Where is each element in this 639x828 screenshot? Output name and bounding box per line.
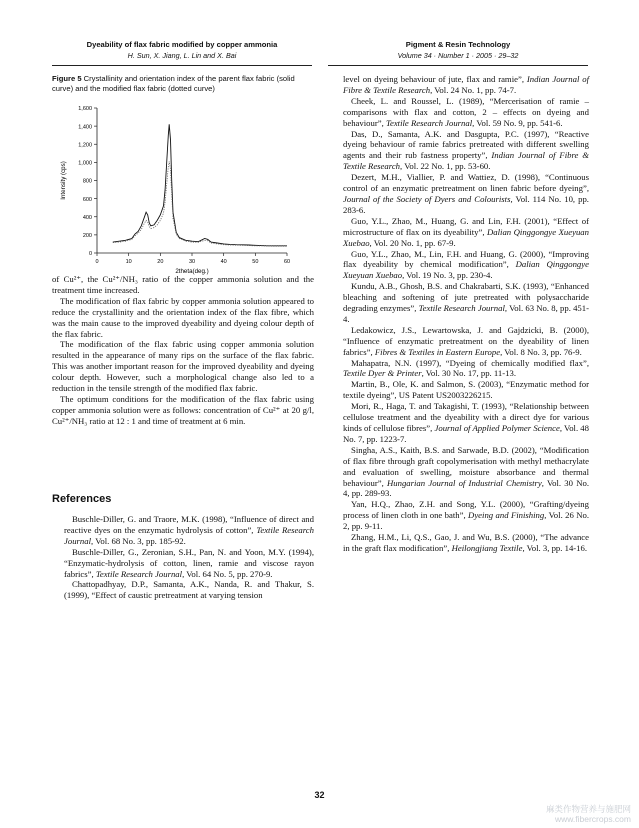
reference-journal: Textile Research Journal <box>95 568 183 579</box>
reference-entry <box>331 358 589 380</box>
figure-caption-text: Crystallinity and orientation index of the parent flax fabric (solid curve) and the modified flax fabric (dotted curve) <box>52 74 295 93</box>
reference-journal: Journal of Applied Polymer Science <box>434 423 560 433</box>
references-heading: References <box>52 493 112 505</box>
body-text <box>52 274 314 427</box>
reference-text: Singha, A.S., Kaith, B.S. and Sarwade, B.D. (2002), “Modification of flax fibre through graft copolymerisation with methyl methacrylate and evaluation of swelling, moisture absorbance and thermal behaviour”, <box>343 444 589 488</box>
reference-details: , Vol. 68 No. 3, pp. 185-92. <box>91 535 186 546</box>
y-tick-label: 800 <box>82 178 92 185</box>
reference-journal: Indian Journal of Fibre & Textile Research <box>343 150 589 172</box>
reference-journal: Journal of the Society of Dyers and Colourists <box>343 193 511 204</box>
reference-journal: Textile Dyer & Printer <box>343 368 422 379</box>
reference-journal: Heilongjiang Textile <box>451 542 523 553</box>
y-axis-label: Intensity (cps) <box>60 161 67 200</box>
reference-details: , Vol. 63 No. 8, pp. 451-4. <box>343 303 589 324</box>
reference-entry <box>331 532 589 554</box>
reference-text: Buschle-Diller, G., Zeronian, S.H., Pan, N. and Yoon, M.Y. (1994), “Enzymatic-hydrolysis of cotton, linen, ramie and viscose rayon fabrics”, <box>64 546 314 579</box>
reference-details: , Vol. 19 No. 3, pp. 230-4. <box>402 270 493 281</box>
reference-entry <box>331 74 589 96</box>
watermark-line: www.fibercrops.com <box>554 814 631 824</box>
reference-journal: Indian Journal of Fibre & Textile Research <box>343 74 589 95</box>
xrd-chart <box>52 100 312 275</box>
reference-text: Yan, H.Q., Zhao, Z.H. and Song, Y.L. (2000), “Grafting/dyeing process of linen cloth in one bath”, <box>343 499 589 521</box>
y-tick-label: 400 <box>82 214 92 221</box>
reference-journal: Dyeing and Finishing <box>468 510 545 521</box>
reference-text: Guo, Y.L., Zhao, M., Huang, G. and Lin, F.H. (2001), “Effect of microstructure of flax on its dyeability”, <box>343 215 589 237</box>
reference-text: Chattopadhyay, D.P., Samanta, A.K., Nanda, R. and Thakur, S. (1999), “Effect of caustic pretreatment at varying tension <box>64 579 314 601</box>
x-tick-label: 40 <box>220 259 227 265</box>
header-rule-right <box>328 65 588 66</box>
reference-entry <box>52 547 314 580</box>
reference-text: Dezert, M.H., Viallier, P. and Wattiez, D. (1998), “Continuous control of an enzymatic pretreatment on linen fabric before dyeing”, <box>343 172 589 194</box>
reference-details: , Vol. 24 No. 1, pp. 74-7. <box>430 84 517 95</box>
reference-details: , Vol. 114 No. 10, pp. 283-6. <box>343 193 589 215</box>
watermark-line: 麻类作物营养与施肥网 <box>545 804 631 814</box>
reference-entry <box>331 379 589 401</box>
reference-journal: Textile Research Journal <box>64 524 314 546</box>
reference-entry <box>331 249 589 282</box>
parent-fabric-curve <box>113 124 287 246</box>
reference-details: , Vol. 22 No. 1, pp. 53-60. <box>400 161 491 172</box>
reference-journal: Textile Research Journal <box>385 117 473 128</box>
reference-entry <box>331 172 589 216</box>
reference-list-left <box>52 514 314 601</box>
running-authors: H. Sun, X. Jiang, L. Lin and X. Bai <box>127 51 237 60</box>
page-number: 32 <box>314 790 325 800</box>
reference-text: Mahapatra, N.N. (1997), “Dyeing of chemically modified flax”, <box>351 357 589 368</box>
x-tick-label: 30 <box>188 259 196 265</box>
paragraph: of Cu²⁺, the Cu²⁺/NH₃ ratio of the copper ammonia solution and the treatment time increased. <box>52 274 314 295</box>
reference-details: , Vol. 26 No. 2, pp. 9-11. <box>343 510 589 532</box>
figure-caption <box>52 74 314 94</box>
watermark <box>546 804 631 824</box>
y-tick-label: 1,000 <box>78 160 92 167</box>
reference-text: Kundu, A.B., Ghosh, B.S. and Chakrabarti, S.K. (1993), “Enhanced bleaching and softening of jute pretreated with polysaccharide degrading enzymes”, <box>343 281 589 314</box>
reference-entry <box>331 129 589 173</box>
reference-details: , Vol. 20 No. 1, pp. 67-9. <box>369 237 456 248</box>
reference-text: Mori, R., Haga, T. and Takagishi, T. (1993), “Relationship between cellulose treatment and the dyeability with a direct dye for various kinds of cellulose fibres”, <box>343 401 589 433</box>
reference-text: Das, D., Samanta, A.K. and Dasgupta, P.C. (1997), “Reactive dyeing behaviour of ramie fabrics pretreated with different swelling agents and their rub fastness property”, <box>343 128 589 161</box>
paragraph: The optimum conditions for the modification of the flax fabric using copper ammonia solution were as follows: concentration of Cu²⁺ at 20 g/l, Cu²⁺/NH₃ ratio at 12 : 1 and time of treatment at 6 min. <box>52 393 314 426</box>
journal-volume: Volume 34 · Number 1 · 2005 · 29–32 <box>397 51 519 60</box>
reference-entry <box>331 401 589 445</box>
reference-text: Guo, Y.L., Zhao, M., Lin, F.H. and Huang, G. (2000), “Improving flax dyeability by chemical modification”, <box>343 248 589 270</box>
reference-details: , Vol. 30 No. 17, pp. 11-13. <box>421 368 517 379</box>
x-tick-label: 20 <box>157 259 164 265</box>
reference-text: Zhang, H.M., Li, Q.S., Gao, J. and Wu, B.S. (2000), “The advance in the graft flax modification”, <box>343 532 589 553</box>
reference-details: , Vol. 59 No. 9, pp. 541-6. <box>472 117 563 128</box>
reference-entry <box>331 499 589 532</box>
reference-entry <box>331 96 589 129</box>
y-tick-label: 200 <box>82 233 92 240</box>
reference-journal: Fibres & Textiles in Eastern Europe <box>374 346 501 357</box>
reference-journal: Hungarian Journal of Industrial Chemistry <box>386 477 542 488</box>
reference-journal: Dalian Qinggongye Xueyuan Xuebao <box>343 259 589 281</box>
reference-entry <box>331 281 589 325</box>
reference-details: , Vol. 8 No. 3, pp. 76-9. <box>500 346 582 357</box>
reference-journal: Textile Research Journal <box>418 303 505 314</box>
paragraph: The modification of flax fabric by copper ammonia solution appeared to reduce the crystallinity and the orientation index of the flax fibre, which was the main cause to the improved dyeability and dyeing colour depth of the flax fabric. <box>52 295 314 339</box>
figure-label: Figure 5 <box>52 74 82 83</box>
reference-details: , Vol. 3, pp. 14-16. <box>522 542 588 553</box>
reference-entry <box>52 514 314 547</box>
x-tick-label: 50 <box>252 259 259 265</box>
reference-entry <box>331 445 589 500</box>
reference-entry <box>331 325 589 358</box>
reference-details: , Vol. 64 No. 5, pp. 270-9. <box>182 568 273 579</box>
x-tick-label: 10 <box>125 259 132 265</box>
reference-details: , Vol. 48 No. 7, pp. 1223-7. <box>343 423 589 444</box>
y-tick-label: 0 <box>88 251 92 258</box>
reference-text: Martin, B., Ole, K. and Salmon, S. (2003), “Enzymatic method for textile dyeing”, US Patent US2003226215. <box>343 379 589 401</box>
x-axis-label: 2theta(deg.) <box>175 268 209 275</box>
reference-journal: Dalian Qinggongye Xueyuan Xuebao <box>343 226 589 248</box>
reference-details: , Vol. 30 No. 4, pp. 289-93. <box>343 477 589 499</box>
running-title: Dyeability of flax fabric modified by copper ammonia <box>86 40 278 49</box>
running-header-right <box>328 40 588 60</box>
paragraph: The modification of the flax fabric using copper ammonia solution resulted in the appearance of many rips on the surface of the flax fabric. This was another important reason for the improved dyeability and dyeing colour depth. However, such a morphological change also led to a reduction in the tensile strength of the modified flax fabric. <box>52 339 314 394</box>
reference-list-right <box>331 74 589 554</box>
running-header-left <box>52 40 312 60</box>
modified-fabric-curve <box>113 162 287 247</box>
reference-text: level on dyeing behaviour of jute, flax and ramie”, <box>343 74 527 84</box>
y-tick-label: 600 <box>82 196 92 203</box>
y-tick-label: 1,600 <box>78 106 92 113</box>
reference-text: Cheek, L. and Roussel, L. (1989), “Mercerisation of ramie – comparisons with flax and cotton, 2 – effects on dyeing and behaviour”, <box>343 95 589 128</box>
y-tick-label: 1,200 <box>78 142 92 149</box>
journal-title: Pigment & Resin Technology <box>405 40 511 49</box>
reference-text: Ledakowicz, J.S., Lewartowska, J. and Gajdzicki, B. (2000), “Influence of enzymatic pretreatment on the dyeability of linen fabrics”, <box>343 324 589 357</box>
reference-text: Buschle-Diller, G. and Traore, M.K. (1998), “Influence of direct and reactive dyes on the enzymatic hydrolysis of cotton”, <box>64 514 314 535</box>
reference-entry <box>331 216 589 249</box>
y-tick-label: 1,400 <box>78 124 92 131</box>
x-tick-label: 60 <box>283 259 291 265</box>
header-rule-left <box>52 65 312 66</box>
x-tick-label: 0 <box>95 259 99 265</box>
reference-entry <box>52 579 314 601</box>
